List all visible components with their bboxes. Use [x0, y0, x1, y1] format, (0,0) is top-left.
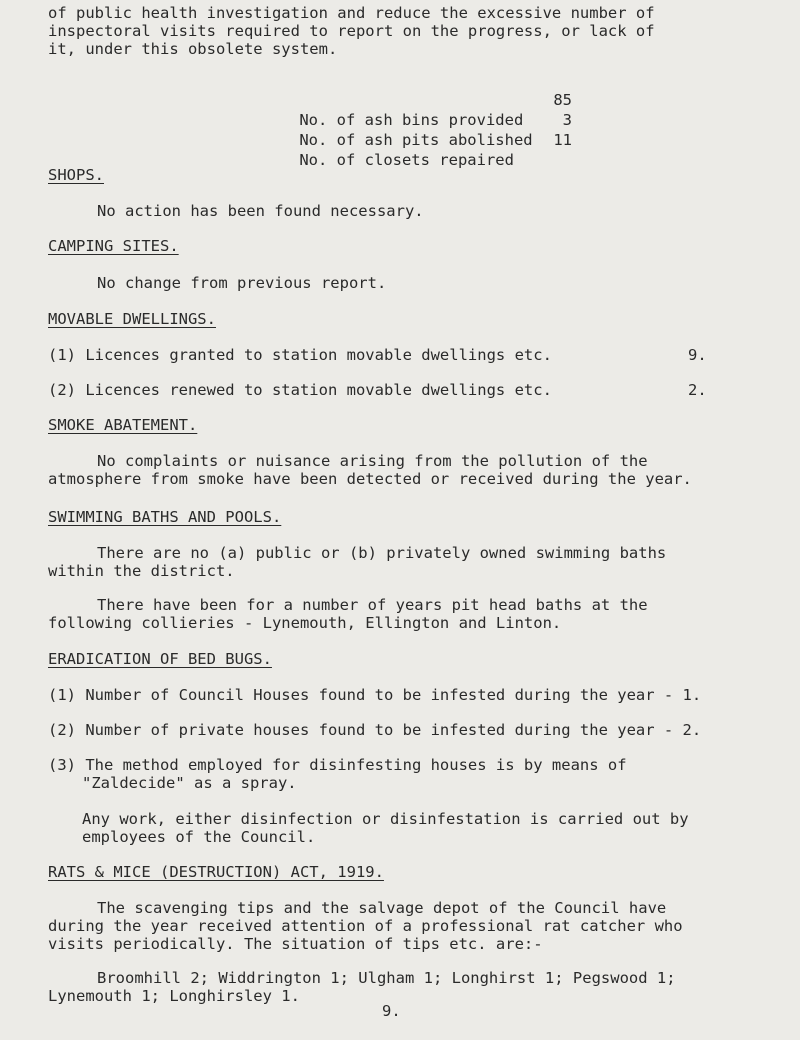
bedbugs-item-2: (2) Number of private houses found to be infested during the year - 2.: [48, 721, 702, 739]
movable-heading: MOVABLE DWELLINGS.: [48, 310, 216, 328]
shops-heading: SHOPS.: [48, 166, 104, 184]
swimming-heading: SWIMMING BATHS AND POOLS.: [48, 508, 282, 526]
ash-stat-label: No. of ash bins provided: [299, 111, 524, 129]
ash-stat-value: 11: [553, 131, 572, 149]
bedbugs-item-3-line-2: "Zaldecide" as a spray.: [82, 774, 297, 792]
movable-item-1-value: 9.: [688, 346, 707, 364]
rats-para-line-1: The scavenging tips and the salvage depot of the Council have: [97, 899, 667, 917]
shops-text: No action has been found necessary.: [97, 202, 424, 220]
swimming-para1-line-1: There are no (a) public or (b) privately owned swimming baths: [97, 544, 667, 562]
bedbugs-note-line-2: employees of the Council.: [82, 828, 316, 846]
rats-para-line-3: visits periodically. The situation of tips etc. are:-: [48, 935, 543, 953]
ash-stat-row: [262, 130, 572, 210]
camping-text: No change from previous report.: [97, 274, 387, 292]
smoke-line-1: No complaints or nuisance arising from the pollution of the: [97, 452, 648, 470]
camping-heading: CAMPING SITES.: [48, 237, 179, 255]
swimming-para2-line-2: following collieries - Lynemouth, Ellington and Linton.: [48, 614, 562, 632]
movable-item-1: (1) Licences granted to station movable dwellings etc.: [48, 346, 552, 364]
swimming-para2-line-1: There have been for a number of years pit head baths at the: [97, 596, 648, 614]
rats-tips-line-1: Broomhill 2; Widdrington 1; Ulgham 1; Longhirst 1; Pegswood 1;: [97, 969, 676, 987]
swimming-para1-line-2: within the district.: [48, 562, 235, 580]
bedbugs-item-3-line-1: (3) The method employed for disinfesting houses is by means of: [48, 756, 627, 774]
ash-stat-value: 85: [553, 91, 572, 109]
movable-item-2-value: 2.: [688, 381, 707, 399]
page-number: 9.: [382, 1002, 401, 1020]
bedbugs-item-1: (1) Number of Council Houses found to be infested during the year - 1.: [48, 686, 702, 704]
ash-stat-label: No. of closets repaired: [299, 151, 514, 169]
smoke-heading: SMOKE ABATEMENT.: [48, 416, 198, 434]
bedbugs-note-line-1: Any work, either disinfection or disinfestation is carried out by: [82, 810, 689, 828]
bedbugs-heading: ERADICATION OF BED BUGS.: [48, 650, 272, 668]
intro-line-2: inspectoral visits required to report on the progress, or lack of: [48, 22, 655, 40]
rats-para-line-2: during the year received attention of a professional rat catcher who: [48, 917, 683, 935]
intro-line-1: of public health investigation and reduce the excessive number of: [48, 4, 655, 22]
intro-line-3: it, under this obsolete system.: [48, 40, 338, 58]
ash-stat-label: No. of ash pits abolished: [299, 131, 533, 149]
rats-heading: RATS & MICE (DESTRUCTION) ACT, 1919.: [48, 863, 384, 881]
rats-tips-line-2: Lynemouth 1; Longhirsley 1.: [48, 987, 300, 1005]
ash-stat-value: 3: [562, 111, 572, 129]
movable-item-2: (2) Licences renewed to station movable dwellings etc.: [48, 381, 552, 399]
smoke-line-2: atmosphere from smoke have been detected or received during the year.: [48, 470, 692, 488]
